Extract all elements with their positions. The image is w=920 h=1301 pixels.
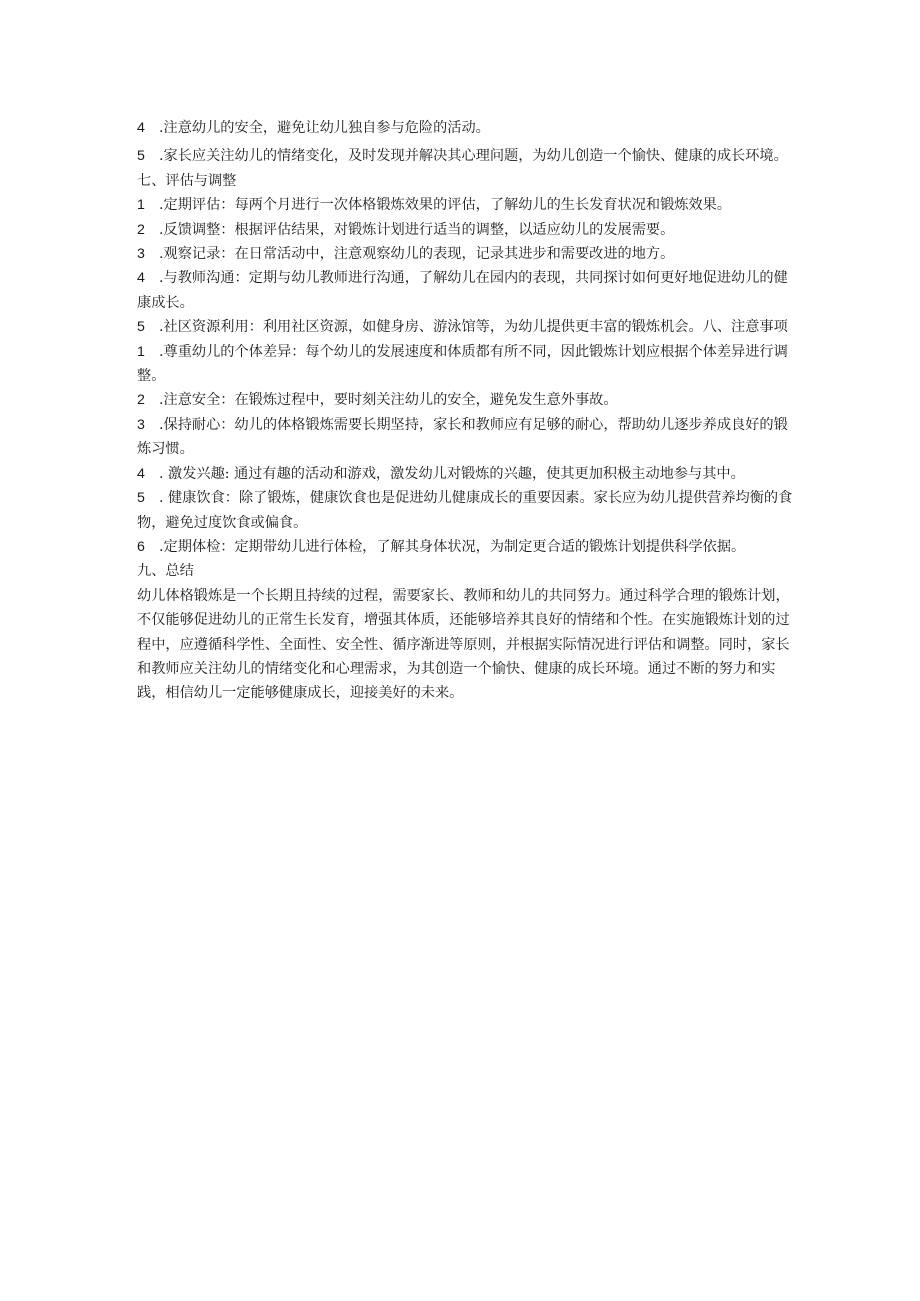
item-text: .注意安全：在锻炼过程中，要时刻关注幼儿的安全，避免发生意外事故。 [159, 392, 618, 409]
item-number: 3 [137, 416, 145, 433]
list-item [137, 388, 797, 412]
list-item [137, 218, 797, 242]
section-heading-summary: 九、总结 [137, 563, 194, 580]
item-text: . 激发兴趣: 通过有趣的活动和游戏，激发幼儿对锻炼的兴趣，使其更加积极主动地参与其中。 [159, 465, 745, 482]
item-text: .尊重幼儿的个体差异：每个幼儿的发展速度和体质都有所不同，因此锻炼计划应根据个体差异进行调整。 [137, 343, 788, 385]
list-item-emotion [137, 144, 797, 168]
item-text: .观察记录：在日常活动中，注意观察幼儿的表现，记录其进步和需要改进的地方。 [159, 246, 675, 263]
item-number: 5 [137, 490, 145, 507]
item-text: .反馈调整：根据评估结果，对锻炼计划进行适当的调整，以适应幼儿的发展需要。 [159, 221, 675, 238]
item-number: 3 [137, 246, 145, 263]
item-number: 4 [137, 120, 145, 136]
list-item [137, 486, 797, 535]
list-item [137, 413, 797, 462]
item-number: 2 [137, 392, 145, 409]
item-number: 1 [137, 343, 145, 360]
item-text: . 健康饮食：除了锻炼，健康饮食也是促进幼儿健康成长的重要因素。家长应为幼儿提供营养均衡的食物，避免过度饮食或偏食。 [137, 490, 793, 531]
item-text: .家长应关注幼儿的情绪变化，及时发现并解决其心理问题，为幼儿创造一个愉快、健康的成长环境。 [159, 148, 788, 165]
list-item [137, 462, 797, 486]
document-page [137, 116, 797, 706]
item-text: .定期体检：定期带幼儿进行体检，了解其身体状况，为制定更合适的锻炼计划提供科学依据。 [159, 538, 746, 555]
item-number: 4 [137, 270, 145, 287]
item-number: 5 [137, 148, 145, 165]
item-text: .定期评估：每两个月进行一次体格锻炼效果的评估，了解幼儿的生长发育状况和锻炼效果。 [159, 197, 732, 214]
item-number: 4 [137, 465, 145, 482]
list-item [137, 193, 797, 217]
item-text: .与教师沟通：定期与幼儿教师进行沟通，了解幼儿在园内的表现，共同探讨如何更好地促进幼儿的健康成长。 [137, 270, 788, 311]
list-item [137, 535, 797, 559]
item-text: .注意幼儿的安全，避免让幼儿独自参与危险的活动。 [159, 120, 490, 136]
summary-paragraph: 幼儿体格锻炼是一个长期且持续的过程，需要家长、教师和幼儿的共同努力。通过科学合理的锻炼计划，不仅能够促进幼儿的正常生长发育，增强其体质，还能够培养其良好的情绪和个性。在实施锻炼计划的过程中，应遵循科学性、全面性、安全性、循序渐进等原则，并根据实际情况进行评估和调整。同时，家长和教师应关注幼儿的情绪变化和心理需求，为其创造一个愉快、健康的成长环境。通过不断的努力和实践，相信幼儿一定能够健康成长，迎接美好的未来。 [137, 587, 790, 702]
list-item [137, 340, 797, 389]
list-item [137, 266, 797, 315]
item-number: 2 [137, 221, 145, 238]
item-number: 6 [137, 538, 145, 555]
list-item [137, 242, 797, 266]
item-text: .社区资源利用：利用社区资源，如健身房、游泳馆等，为幼儿提供更丰富的锻炼机会。八、注意事项 [159, 319, 788, 336]
list-item-safety [137, 116, 797, 140]
item-number: 1 [137, 197, 145, 214]
item-number: 5 [137, 319, 145, 336]
list-item [137, 315, 797, 339]
section-heading-evaluation: 七、评估与调整 [137, 172, 237, 189]
item-text: .保持耐心：幼儿的体格锻炼需要长期坚持，家长和教师应有足够的耐心，帮助幼儿逐步养成良好的锻炼习惯。 [137, 416, 788, 458]
